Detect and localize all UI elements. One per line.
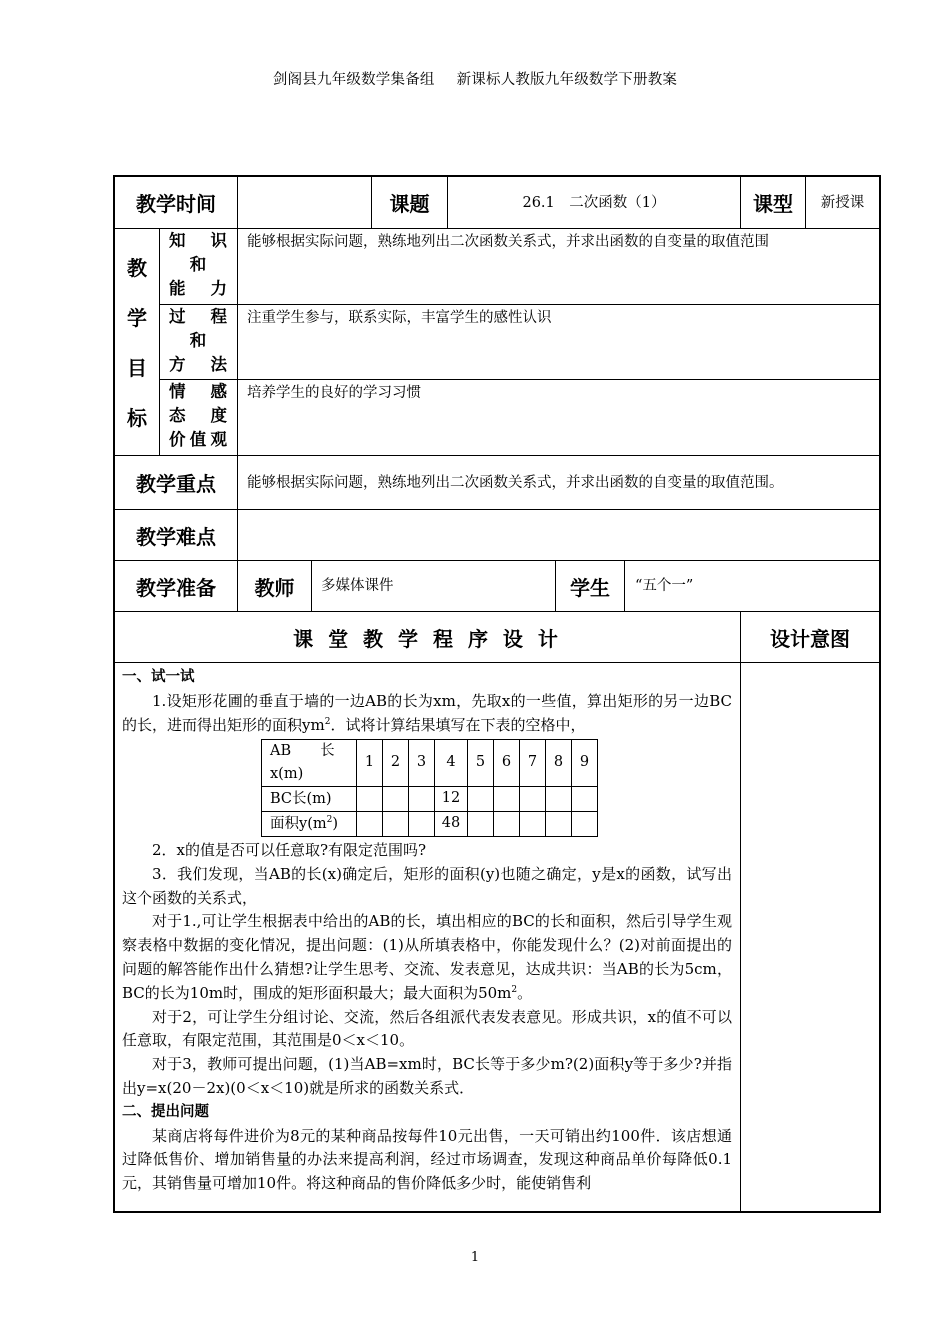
row-label-text: 面积y(m: [270, 815, 327, 832]
goal-sub-line: 和: [189, 255, 207, 274]
table-cell: 48: [435, 812, 468, 837]
paragraph: 对于2，可让学生分组讨论、交流，然后各组派代表发表意见。形成共识，x的值不可以任意取，有限定范围，其范围是0＜x＜10。: [122, 1007, 732, 1050]
lesson-type-value: 新授课: [820, 194, 865, 211]
section-1-title: 一、试一试: [122, 669, 195, 685]
teacher-label: 教师: [254, 575, 295, 600]
goal-sub-line: 知 识: [169, 231, 227, 250]
table-cell: [546, 812, 572, 837]
table-cell: 1: [357, 740, 383, 787]
paragraph-text: 对于1.,可让学生根据表中给出的AB的长，填出相应的BC的长和面积，然后引导学生观察表格中数据的变化情况，提出问题：(1)从所填表格中，你能发现什么？(2)对前面提出的问题的解答能作出什么猜想?让学生思考、交流、发表意见，达成共识：当AB的长为5cm，BC的长为10m时，围成的矩形面积最大；最大面积为50m: [122, 912, 732, 1002]
goals-char: 教: [127, 256, 147, 280]
table-cell: 3: [409, 740, 435, 787]
lesson-content: [122, 666, 732, 1196]
goal-sub-line: 情 感: [169, 382, 227, 401]
paragraph: 某商店将每件进价为8元的某种商品按每件10元出售，一天可销出约100件．该店想通过降低售价、增加销售量的办法来提高利润，经过市场调查，发现这种商品单价每降低0.1元，其销售量可增加10件。将这种商品的售价降低多少时，能使销售利: [122, 1126, 732, 1193]
page-number: 1: [470, 1250, 480, 1265]
superscript: 2: [324, 716, 331, 727]
teaching-time-label: 教学时间: [136, 192, 216, 216]
table-row: [262, 787, 598, 812]
table-cell: [572, 787, 598, 812]
paragraph-text: 。: [517, 983, 533, 1002]
difficulty-text: [247, 510, 873, 560]
program-design-title: 课 堂 教 学 程 序 设 计: [293, 626, 562, 651]
paragraph: 3．我们发现，当AB的长(x)确定后，矩形的面积(y)也随之确定，y是x的函数，试写出这个函数的关系式，: [122, 864, 732, 907]
superscript: 2: [326, 814, 333, 825]
goal-attitude-label: [169, 380, 227, 452]
paragraph-text: 1.设矩形花圃的垂直于墙的一边AB的长为xm，先取x的一些值，算出矩形的另一边BC的长，进而得出矩形的面积ym: [122, 691, 732, 734]
page-header: [0, 68, 950, 89]
section-2-title: 二、提出问题: [122, 1103, 209, 1120]
preparation-label: 教学准备: [136, 575, 216, 600]
lesson-type-label: 课型: [753, 192, 793, 216]
teacher-value: 多媒体课件: [321, 578, 394, 594]
topic-label: 课题: [389, 192, 430, 216]
area-table: [261, 739, 598, 837]
goal-sub-line: 方 法: [169, 355, 227, 374]
table-cell: [546, 787, 572, 812]
table-cell: 6: [494, 740, 520, 787]
goals-label: [115, 243, 159, 443]
paragraph: [122, 910, 732, 1005]
teaching-time-value: [238, 177, 371, 228]
key-point-label: 教学重点: [136, 472, 216, 496]
table-cell: 12: [435, 787, 468, 812]
table-row-label: AB 长x(m): [262, 740, 357, 787]
table-cell: [494, 812, 520, 837]
table-cell: [520, 787, 546, 812]
table-cell: [383, 787, 409, 812]
table-cell: [357, 812, 383, 837]
paragraph-text: ．试将计算结果填写在下表的空格中，: [330, 715, 586, 734]
student-value: “五个一”: [635, 578, 694, 594]
table-cell: [468, 812, 494, 837]
design-intent-label: 设计意图: [770, 626, 850, 651]
goal-sub-line: 价值观: [169, 430, 227, 449]
table-cell: [409, 812, 435, 837]
goal-sub-line: 能 力: [169, 279, 227, 298]
table-cell: 5: [468, 740, 494, 787]
table-cell: 2: [383, 740, 409, 787]
paragraph: 2．x的值是否可以任意取?有限定范围吗?: [152, 840, 427, 859]
paragraph: [122, 690, 732, 738]
topic-value: 26.1 二次函数（1）: [522, 194, 666, 211]
table-cell: [409, 787, 435, 812]
goal-process-text: 注重学生参与，联系实际，丰富学生的感性认识: [247, 310, 552, 326]
key-point-text: 能够根据实际问题，熟练地列出二次函数关系式，并求出函数的自变量的取值范围。: [247, 474, 784, 491]
table-cell: 7: [520, 740, 546, 787]
table-cell: [357, 787, 383, 812]
goal-attitude-text: 培养学生的良好的学习习惯: [247, 385, 421, 401]
table-row-label: BC长(m): [262, 787, 357, 812]
table-cell: 9: [572, 740, 598, 787]
goals-char: 学: [127, 306, 147, 330]
goal-sub-line: 态 度: [169, 406, 227, 425]
table-row: [262, 812, 598, 837]
table-cell: [468, 787, 494, 812]
table-cell: [572, 812, 598, 837]
difficulty-label: 教学难点: [136, 524, 216, 549]
row-label-suffix: ): [332, 815, 339, 832]
table-cell: 8: [546, 740, 572, 787]
table-cell: [520, 812, 546, 837]
goal-process-label: [169, 305, 227, 377]
goal-knowledge-text: 能够根据实际问题，熟练地列出二次函数关系式，并求出函数的自变量的取值范围: [247, 234, 769, 250]
table-row: [262, 740, 598, 787]
table-cell: [494, 787, 520, 812]
goal-sub-line: 和: [189, 331, 207, 350]
student-label: 学生: [570, 575, 610, 600]
table-cell: [383, 812, 409, 837]
goal-knowledge-label: [169, 229, 227, 301]
header-left: 剑阁县九年级数学集备组: [272, 72, 435, 88]
header-right: 新课标人教版九年级数学下册教案: [456, 72, 678, 88]
goals-char: 标: [127, 406, 147, 430]
table-row-label: [262, 812, 357, 837]
goals-char: 目: [127, 356, 147, 380]
superscript: 2: [511, 984, 518, 995]
goal-sub-line: 过 程: [169, 307, 227, 326]
paragraph: 对于3，教师可提出问题，(1)当AB=xm时，BC长等于多少m?(2)面积y等于多少?并指出y=x(20－2x)(0＜x＜10)就是所求的函数关系式．: [122, 1055, 732, 1097]
table-cell: 4: [435, 740, 468, 787]
